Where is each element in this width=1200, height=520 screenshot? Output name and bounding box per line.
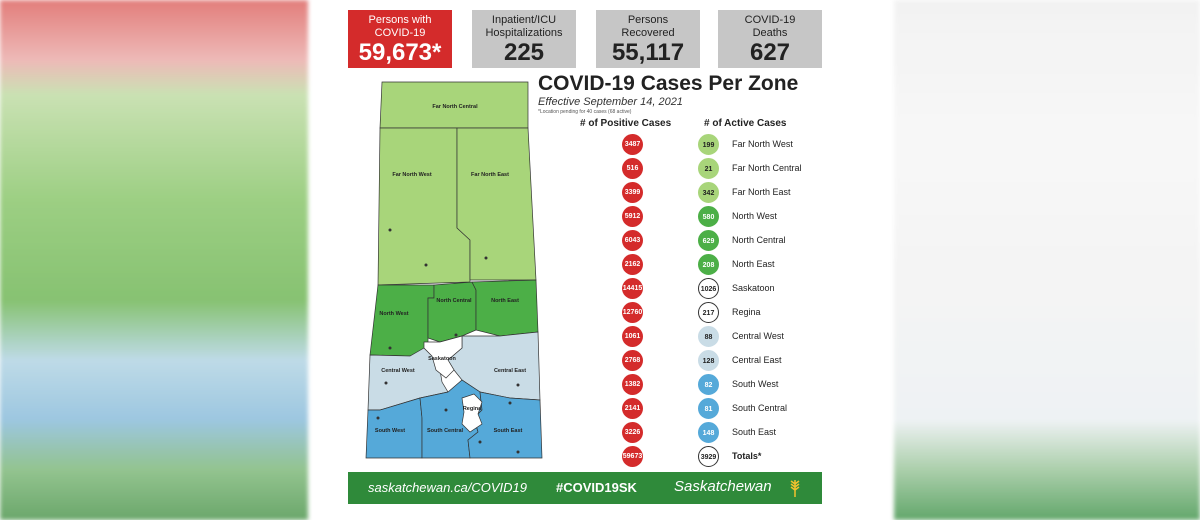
stat-deaths: COVID-19 Deaths 627 xyxy=(718,10,822,68)
footer-url[interactable]: saskatchewan.ca/COVID19 xyxy=(368,480,527,495)
zone-name: North Central xyxy=(732,235,786,245)
positive-cases-count: 2141 xyxy=(622,398,643,419)
active-cases-count: 217 xyxy=(698,302,719,323)
map-label-north-east: North East xyxy=(491,298,519,304)
footer-banner xyxy=(348,472,822,504)
map-label-saskatoon: Saskatoon xyxy=(428,356,456,362)
blurred-background-left xyxy=(0,0,308,520)
map-zone-north-east xyxy=(472,280,538,336)
footer-brand-logo: Saskatchewan xyxy=(674,478,772,495)
positive-cases-count: 2768 xyxy=(622,350,643,371)
zone-map xyxy=(350,80,555,465)
wheat-icon xyxy=(788,478,802,498)
zone-name: North East xyxy=(732,259,775,269)
active-cases-count: 148 xyxy=(698,422,719,443)
zone-name: South West xyxy=(732,379,779,389)
zone-name: Central West xyxy=(732,331,784,341)
zone-name: Central East xyxy=(732,355,782,365)
active-cases-count: 208 xyxy=(698,254,719,275)
stat-persons-recovered: Persons Recovered 55,117 xyxy=(596,10,700,68)
map-label-south-central: South Central xyxy=(426,428,464,434)
positive-cases-count: 1382 xyxy=(622,374,643,395)
map-label-north-west: North West xyxy=(379,311,409,317)
positive-cases-count: 516 xyxy=(622,158,643,179)
positive-cases-header: # of Positive Cases xyxy=(580,118,672,129)
map-zone-far-north-west xyxy=(378,128,470,285)
map-label-regina: Regina xyxy=(462,406,482,412)
map-label-far-north-west: Far North West xyxy=(392,172,432,178)
active-cases-count: 21 xyxy=(698,158,719,179)
blurred-background-right xyxy=(894,0,1200,520)
zone-name: South East xyxy=(732,427,777,437)
active-cases-count: 342 xyxy=(698,182,719,203)
stat-persons-with-covid: Persons with COVID-19 59,673* xyxy=(348,10,452,68)
zone-name: Saskatoon xyxy=(732,283,775,293)
active-cases-count: 88 xyxy=(698,326,719,347)
map-label-north-central: North Central xyxy=(436,298,472,304)
active-cases-count: 82 xyxy=(698,374,719,395)
map-label-far-north-central: Far North Central xyxy=(432,104,478,110)
positive-cases-count: 3399 xyxy=(622,182,643,203)
positive-cases-count: 2162 xyxy=(622,254,643,275)
active-cases-count: 580 xyxy=(698,206,719,227)
map-zone-north-central xyxy=(428,282,476,342)
map-label-central-east: Central East xyxy=(493,368,527,374)
effective-date: Effective September 14, 2021 xyxy=(538,96,683,108)
active-cases-header: # of Active Cases xyxy=(704,118,787,129)
map-label-far-north-east: Far North East xyxy=(471,172,509,178)
map-label-south-west: South West xyxy=(374,428,406,434)
active-cases-count: 81 xyxy=(698,398,719,419)
positive-cases-count: 3487 xyxy=(622,134,643,155)
active-cases-count: 199 xyxy=(698,134,719,155)
infographic xyxy=(340,0,860,520)
positive-cases-count: 5912 xyxy=(622,206,643,227)
active-cases-count: 128 xyxy=(698,350,719,371)
zone-name: South Central xyxy=(732,403,788,413)
positive-cases-count: 6043 xyxy=(622,230,643,251)
positive-cases-count: 12760 xyxy=(622,302,643,323)
zone-name: Far North East xyxy=(732,187,791,197)
page-title: COVID-19 Cases Per Zone xyxy=(538,72,799,95)
stat-hospitalizations: Inpatient/ICU Hospitalizations 225 xyxy=(472,10,576,68)
zone-name: Far North Central xyxy=(732,163,802,173)
zone-name: Far North West xyxy=(732,139,793,149)
map-label-central-west: Central West xyxy=(381,368,415,374)
active-cases-count: 629 xyxy=(698,230,719,251)
total-positive-cases: 59673 xyxy=(622,446,643,467)
active-cases-count: 1026 xyxy=(698,278,719,299)
positive-cases-count: 3226 xyxy=(622,422,643,443)
totals-label: Totals* xyxy=(732,451,762,461)
zone-name: North West xyxy=(732,211,777,221)
footnote: *Location pending for 40 cases (68 active) xyxy=(538,109,632,115)
map-label-south-east: South East xyxy=(493,428,523,434)
positive-cases-count: 14415 xyxy=(622,278,643,299)
footer-hashtag: #COVID19SK xyxy=(556,480,637,495)
zone-name: Regina xyxy=(732,307,761,317)
total-active-cases: 3929 xyxy=(698,446,719,467)
positive-cases-count: 1061 xyxy=(622,326,643,347)
